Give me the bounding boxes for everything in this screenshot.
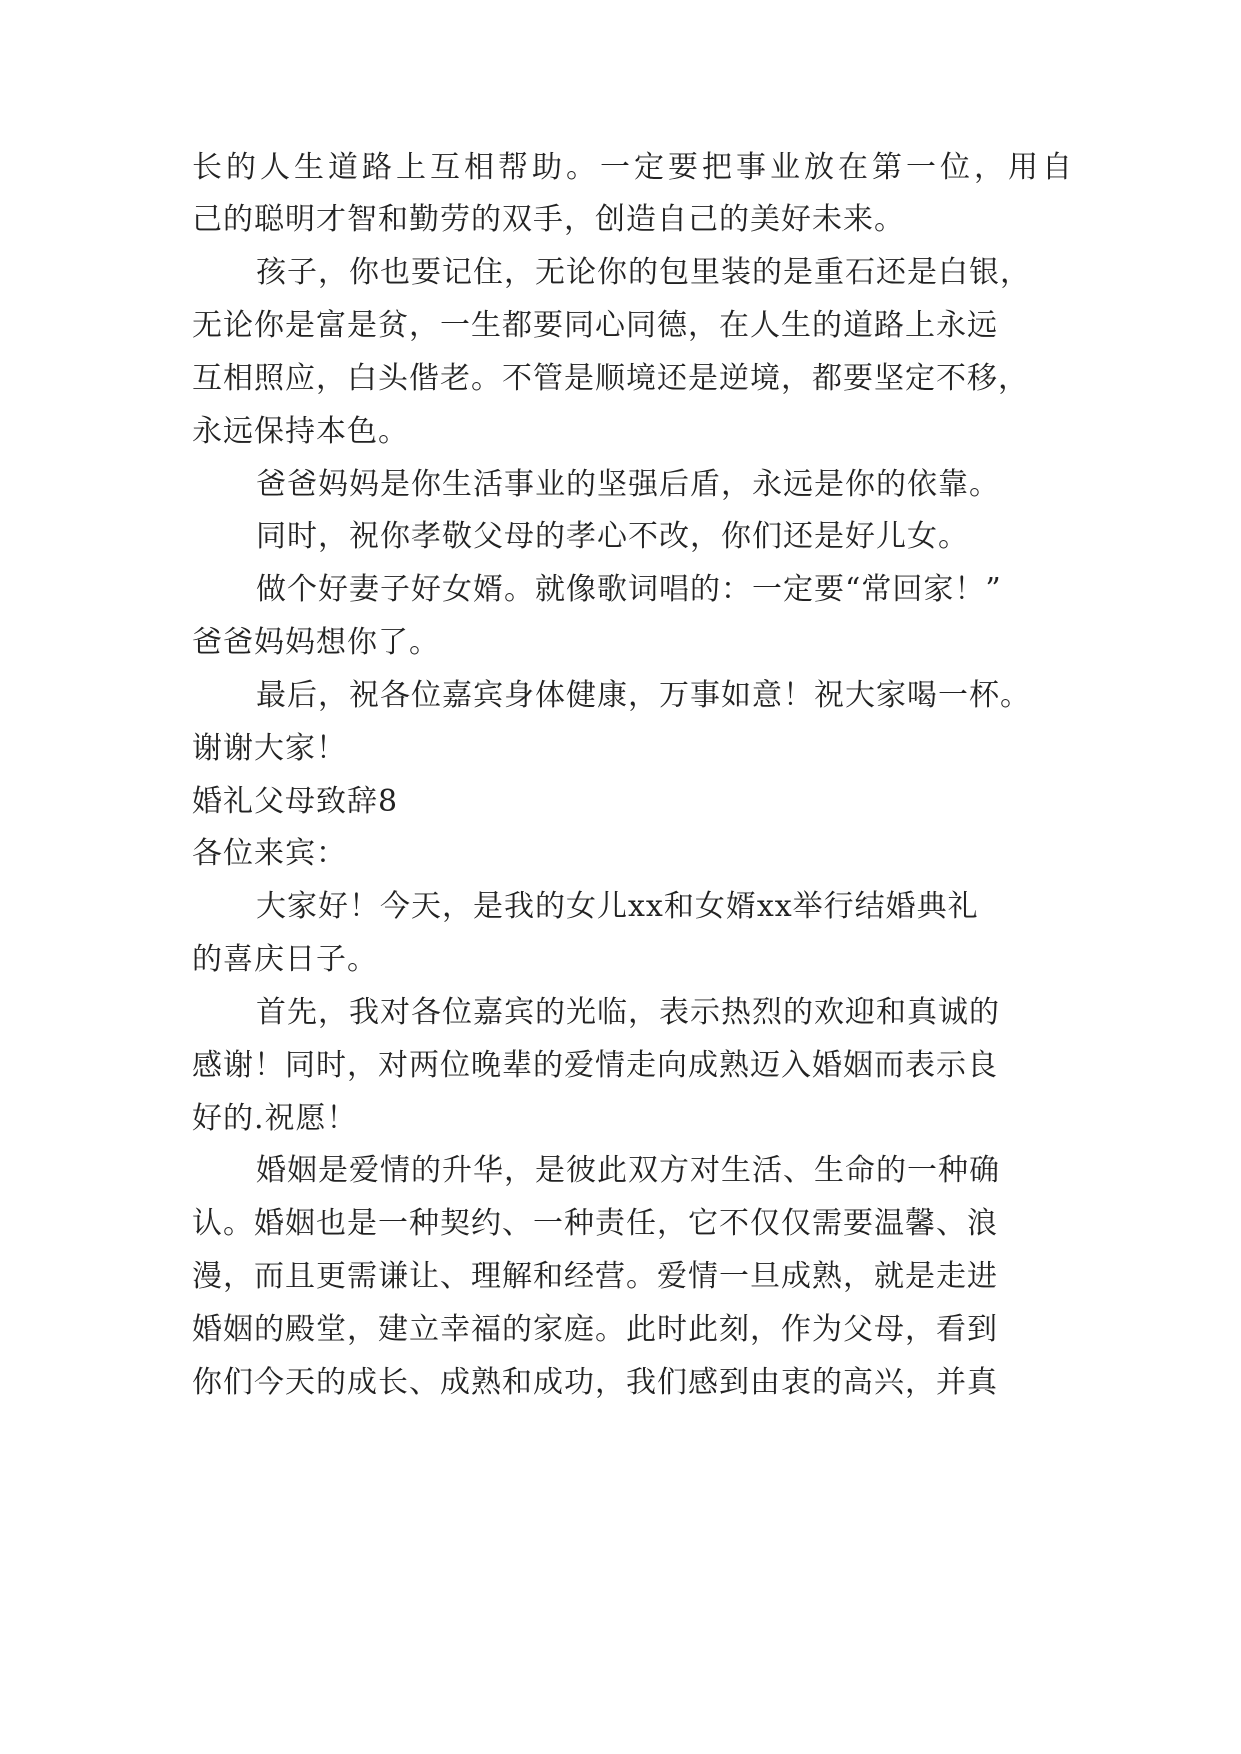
paragraph-line: 大家好！今天，是我的女儿xx和女婿xx举行结婚典礼 [256, 889, 979, 924]
paragraph-line: 认。婚姻也是一种契约、一种责任，它不仅仅需要温馨、浪 [192, 1206, 998, 1241]
paragraph-line: 做个好妻子好女婿。就像歌词唱的：一定要“常回家！” [256, 572, 1002, 607]
paragraph-line: 爸爸妈妈想你了。 [192, 625, 440, 660]
paragraph-line: 婚姻是爱情的升华，是彼此双方对生活、生命的一种确 [256, 1153, 1000, 1188]
paragraph-line: 你们今天的成长、成熟和成功，我们感到由衷的高兴，并真 [192, 1365, 998, 1400]
paragraph-line: 漫，而且更需谦让、理解和经营。爱情一旦成熟，就是走进 [192, 1259, 998, 1294]
section-heading: 婚礼父母致辞8 [192, 784, 399, 819]
paragraph-line: 爸爸妈妈是你生活事业的坚强后盾，永远是你的依靠。 [256, 467, 1000, 502]
paragraph-line: 最后，祝各位嘉宾身体健康，万事如意！祝大家喝一杯。 [256, 678, 1031, 713]
paragraph-line: 首先，我对各位嘉宾的光临，表示热烈的欢迎和真诚的 [256, 995, 1000, 1030]
paragraph-line: 孩子，你也要记住，无论你的包里装的是重石还是白银， [256, 255, 1031, 290]
paragraph-line: 的喜庆日子。 [192, 942, 378, 977]
paragraph-line: 好的.祝愿！ [192, 1101, 358, 1136]
paragraph-line: 感谢！同时，对两位晚辈的爱情走向成熟迈入婚姻而表示良 [192, 1048, 998, 1083]
salutation: 各位来宾： [192, 836, 347, 871]
paragraph-line: 婚姻的殿堂，建立幸福的家庭。此时此刻，作为父母，看到 [192, 1312, 998, 1347]
paragraph-line: 己的聪明才智和勤劳的双手，创造自己的美好未来。 [192, 202, 905, 237]
paragraph-line: 互相照应，白头偕老。不管是顺境还是逆境，都要坚定不移， [192, 361, 1029, 396]
paragraph-line: 长的人生道路上互相帮助。一定要把事业放在第一位，用自 [192, 150, 1076, 185]
paragraph-line: 谢谢大家！ [192, 731, 347, 766]
paragraph-line: 同时，祝你孝敬父母的孝心不改，你们还是好儿女。 [256, 519, 969, 554]
paragraph-line: 永远保持本色。 [192, 414, 409, 449]
paragraph-line: 无论你是富是贫，一生都要同心同德，在人生的道路上永远 [192, 308, 998, 343]
